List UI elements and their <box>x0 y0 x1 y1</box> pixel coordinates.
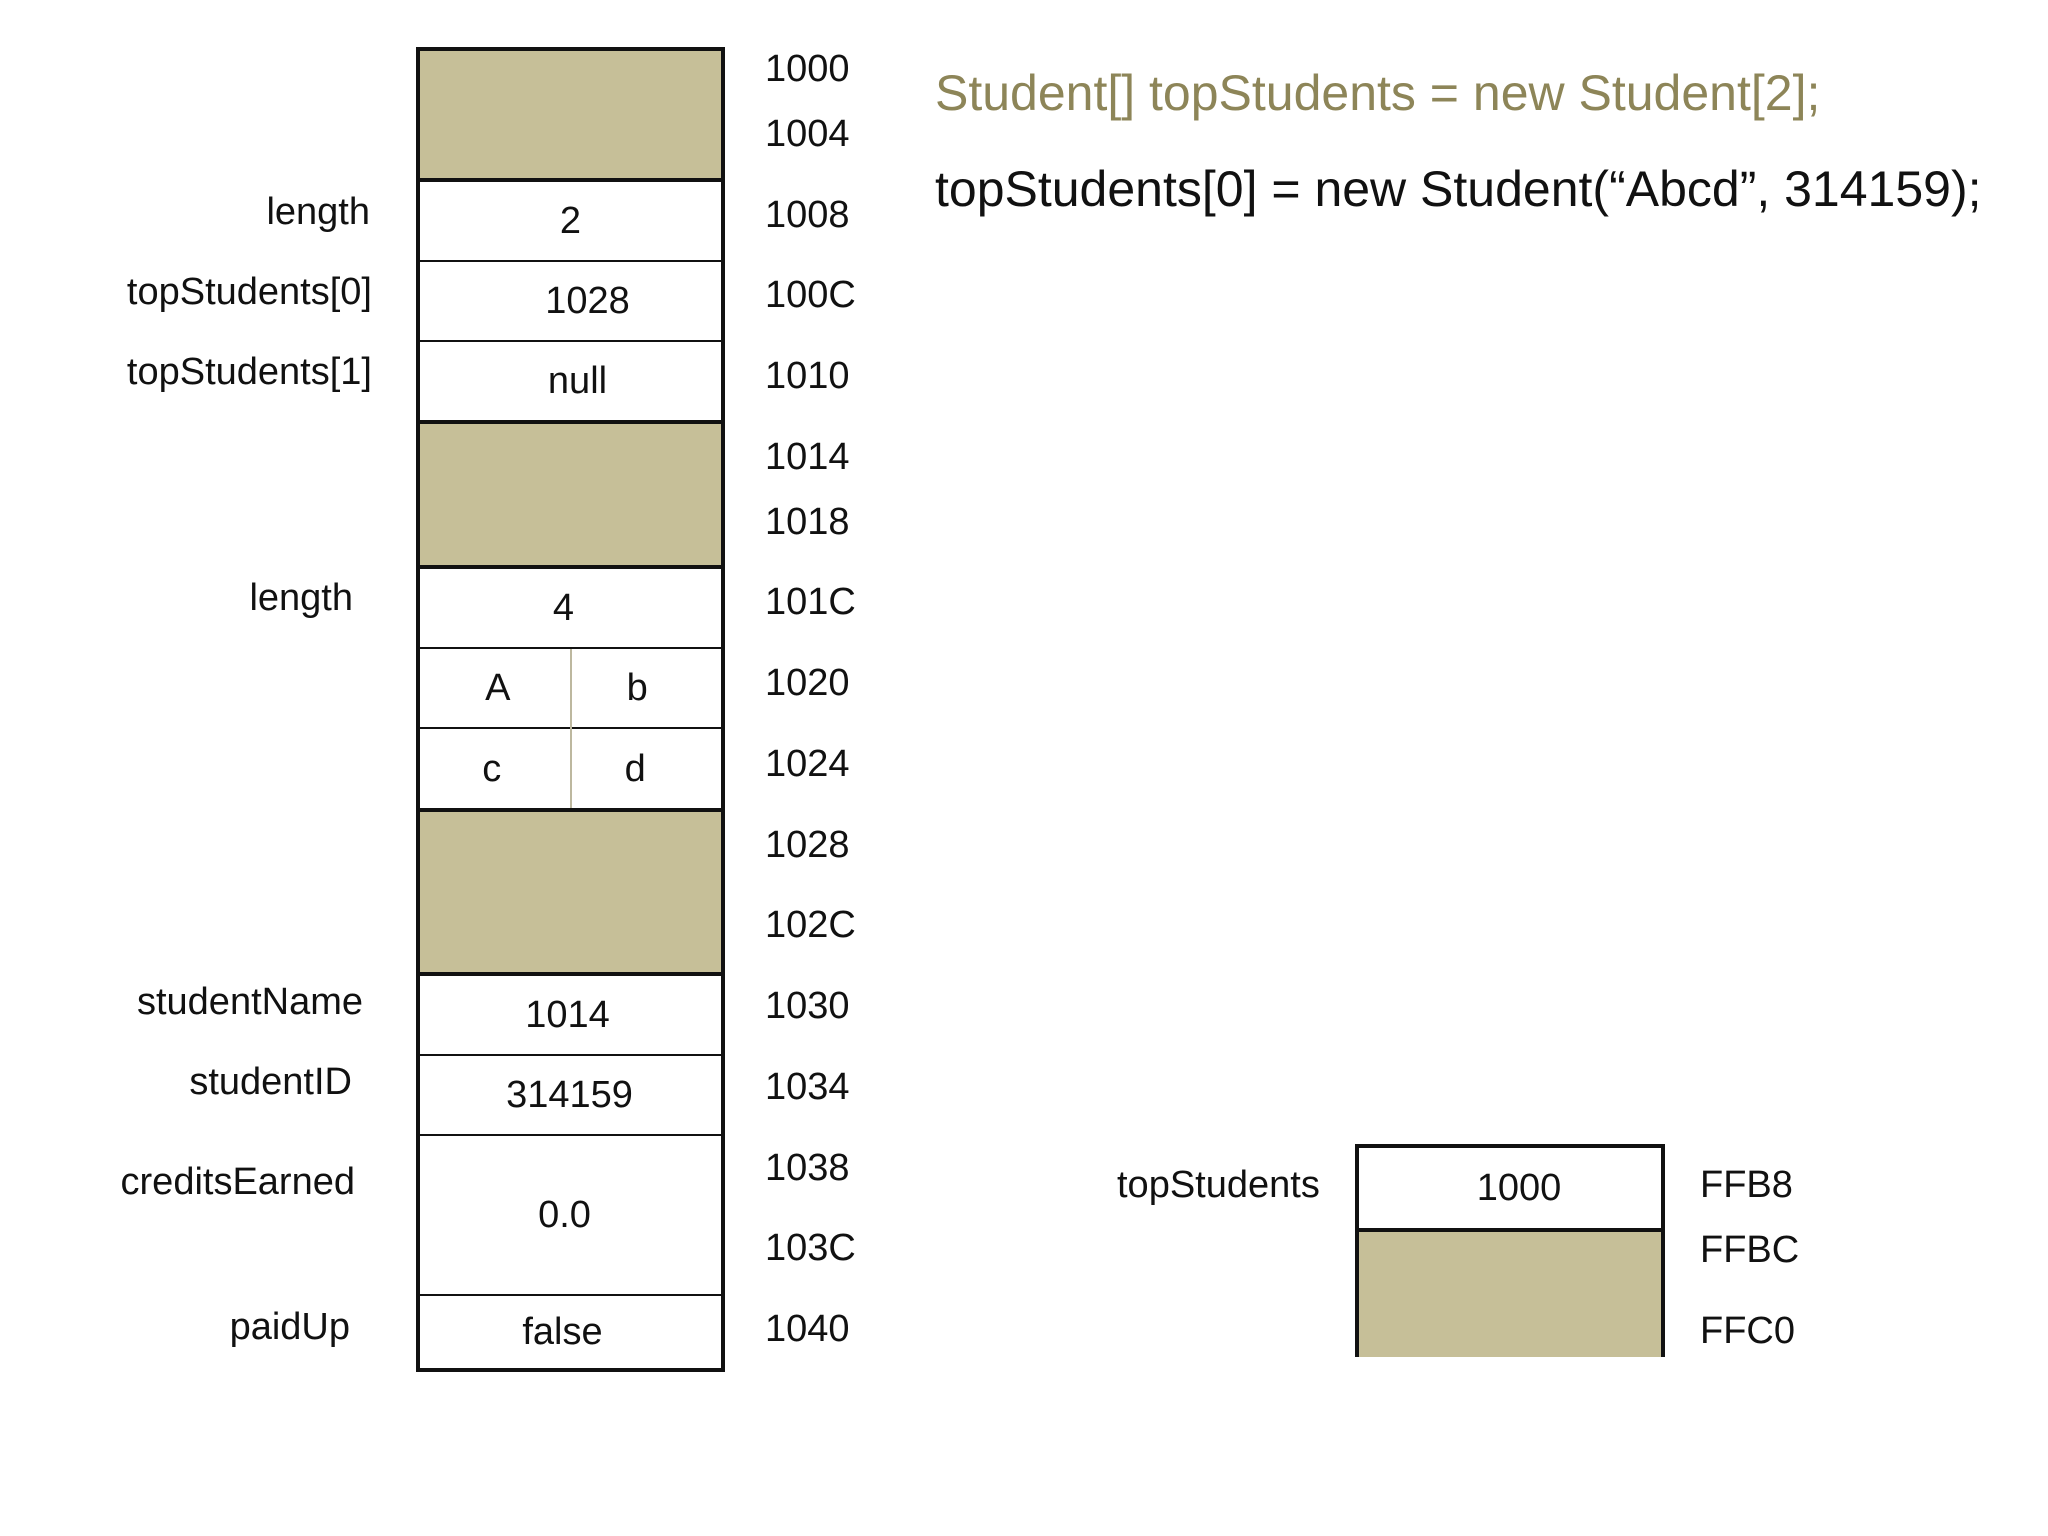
heap-address-1008: 1008 <box>765 194 850 236</box>
heap-label-creditsearned: creditsEarned <box>120 1161 355 1203</box>
heap-char-a: A <box>485 667 511 709</box>
heap-address-100c: 100C <box>765 274 856 316</box>
heap-cell-studentname: 1014 <box>525 994 610 1036</box>
stack-label-topstudents: topStudents <box>1117 1164 1320 1206</box>
heap-cell-length-array: 2 <box>559 200 582 242</box>
heap-header-string <box>420 424 721 565</box>
heap-label-topstudents-0: topStudents[0] <box>126 271 372 313</box>
heap-header-student <box>420 812 721 972</box>
char-divider <box>570 649 572 808</box>
heap-address-1010: 1010 <box>765 355 850 397</box>
heap-address-1024: 1024 <box>765 743 850 785</box>
heap-label-length-string: length <box>249 577 353 619</box>
stack-address-ffb8: FFB8 <box>1700 1164 1793 1206</box>
heap-label-studentname: studentName <box>136 981 363 1023</box>
heap-cell-length-string: 4 <box>552 587 575 629</box>
heap-cell-topstudents-0: 1028 <box>545 280 630 322</box>
heap-cell-paidup: false <box>522 1311 603 1353</box>
heap-char-d: d <box>624 747 646 790</box>
heap-address-1030: 1030 <box>765 985 850 1027</box>
code-line-2: topStudents[0] = new Student(“Abcd”, 314159); <box>935 161 1982 217</box>
stack-cell-topstudents: 1000 <box>1476 1167 1562 1209</box>
heap-char-c: c <box>482 747 502 790</box>
stack-address-ffc0: FFC0 <box>1700 1310 1795 1352</box>
heap-label-paidup: paidUp <box>229 1306 350 1348</box>
stack-shaded-region <box>1359 1232 1661 1357</box>
heap-address-1020: 1020 <box>765 662 850 704</box>
heap-address-1018: 1018 <box>765 501 850 543</box>
stack-address-ffbc: FFBC <box>1700 1229 1800 1271</box>
heap-label-topstudents-1: topStudents[1] <box>126 351 372 393</box>
heap-address-1004: 1004 <box>765 113 850 155</box>
code-line-1: Student[] topStudents = new Student[2]; <box>935 65 1821 121</box>
heap-char-b: b <box>626 667 648 709</box>
heap-header-array <box>420 51 721 180</box>
heap-cell-creditsearned: 0.0 <box>538 1194 591 1236</box>
heap-address-1014: 1014 <box>765 436 850 478</box>
heap-address-1028: 1028 <box>765 824 850 866</box>
heap-address-101c: 101C <box>765 581 856 623</box>
heap-address-1000: 1000 <box>765 48 850 90</box>
heap-address-1038: 1038 <box>765 1147 850 1189</box>
heap-address-103c: 103C <box>765 1227 856 1269</box>
heap-cell-topstudents-1: null <box>547 360 608 402</box>
heap-address-102c: 102C <box>765 904 856 946</box>
heap-address-1040: 1040 <box>765 1308 850 1350</box>
heap-address-1034: 1034 <box>765 1066 850 1108</box>
heap-label-studentid: studentID <box>189 1061 352 1103</box>
heap-memory-block <box>416 47 725 1372</box>
stack-memory-block <box>1355 1144 1665 1357</box>
heap-cell-studentid: 314159 <box>506 1074 633 1116</box>
heap-label-length-array: length <box>266 191 370 233</box>
